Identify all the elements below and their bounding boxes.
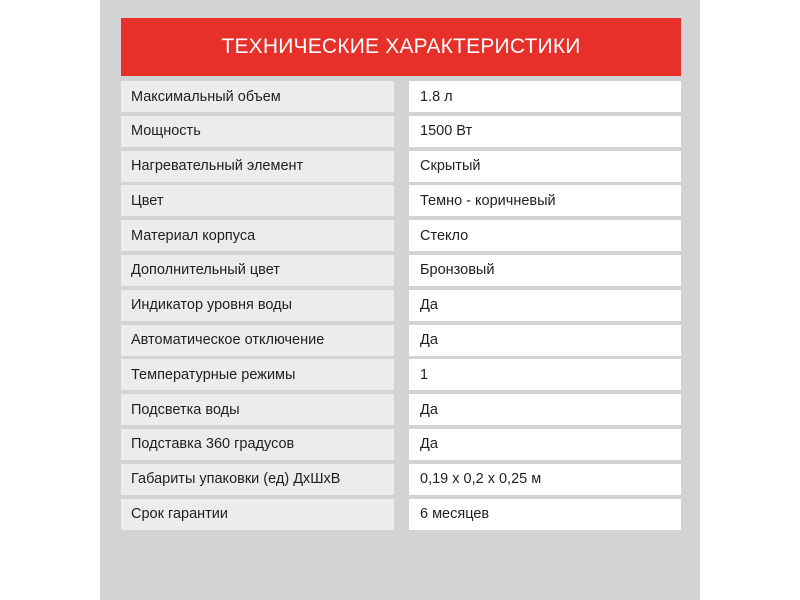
spec-value: 1.8 л [409,81,681,112]
spec-label: Мощность [121,116,394,147]
spec-value: Стекло [409,220,681,251]
spec-label: Габариты упаковки (ед) ДхШхВ [121,464,394,495]
spec-value: Скрытый [409,151,681,182]
spec-label: Максимальный объем [121,81,394,112]
spec-row-water-level-indicator [121,290,681,321]
spec-value: Да [409,325,681,356]
spec-table [121,81,681,533]
spec-value: 1500 Вт [409,116,681,147]
spec-label: Подставка 360 градусов [121,429,394,460]
spec-label: Индикатор уровня воды [121,290,394,321]
spec-row-max-volume [121,81,681,112]
spec-row-auto-shutoff [121,325,681,356]
spec-row-power [121,116,681,147]
spec-value: 6 месяцев [409,499,681,530]
spec-row-warranty [121,499,681,530]
spec-row-body-material [121,220,681,251]
spec-row-temperature-modes [121,359,681,390]
spec-value: Да [409,394,681,425]
spec-row-extra-color [121,255,681,286]
spec-value: 0,19 х 0,2 х 0,25 м [409,464,681,495]
spec-row-360-stand [121,429,681,460]
spec-label: Срок гарантии [121,499,394,530]
spec-label: Дополнительный цвет [121,255,394,286]
spec-label: Цвет [121,185,394,216]
spec-label: Подсветка воды [121,394,394,425]
spec-label: Нагревательный элемент [121,151,394,182]
spec-row-heating-element [121,151,681,182]
spec-label: Температурные режимы [121,359,394,390]
spec-label: Автоматическое отключение [121,325,394,356]
spec-value: Да [409,429,681,460]
spec-panel [100,0,700,600]
spec-header [121,18,681,76]
spec-row-water-backlight [121,394,681,425]
spec-row-package-dimensions [121,464,681,495]
spec-title: ТЕХНИЧЕСКИЕ ХАРАКТЕРИСТИКИ [221,35,581,58]
spec-value: Бронзовый [409,255,681,286]
spec-row-color [121,185,681,216]
spec-value: Темно - коричневый [409,185,681,216]
spec-value: Да [409,290,681,321]
spec-label: Материал корпуса [121,220,394,251]
spec-value: 1 [409,359,681,390]
